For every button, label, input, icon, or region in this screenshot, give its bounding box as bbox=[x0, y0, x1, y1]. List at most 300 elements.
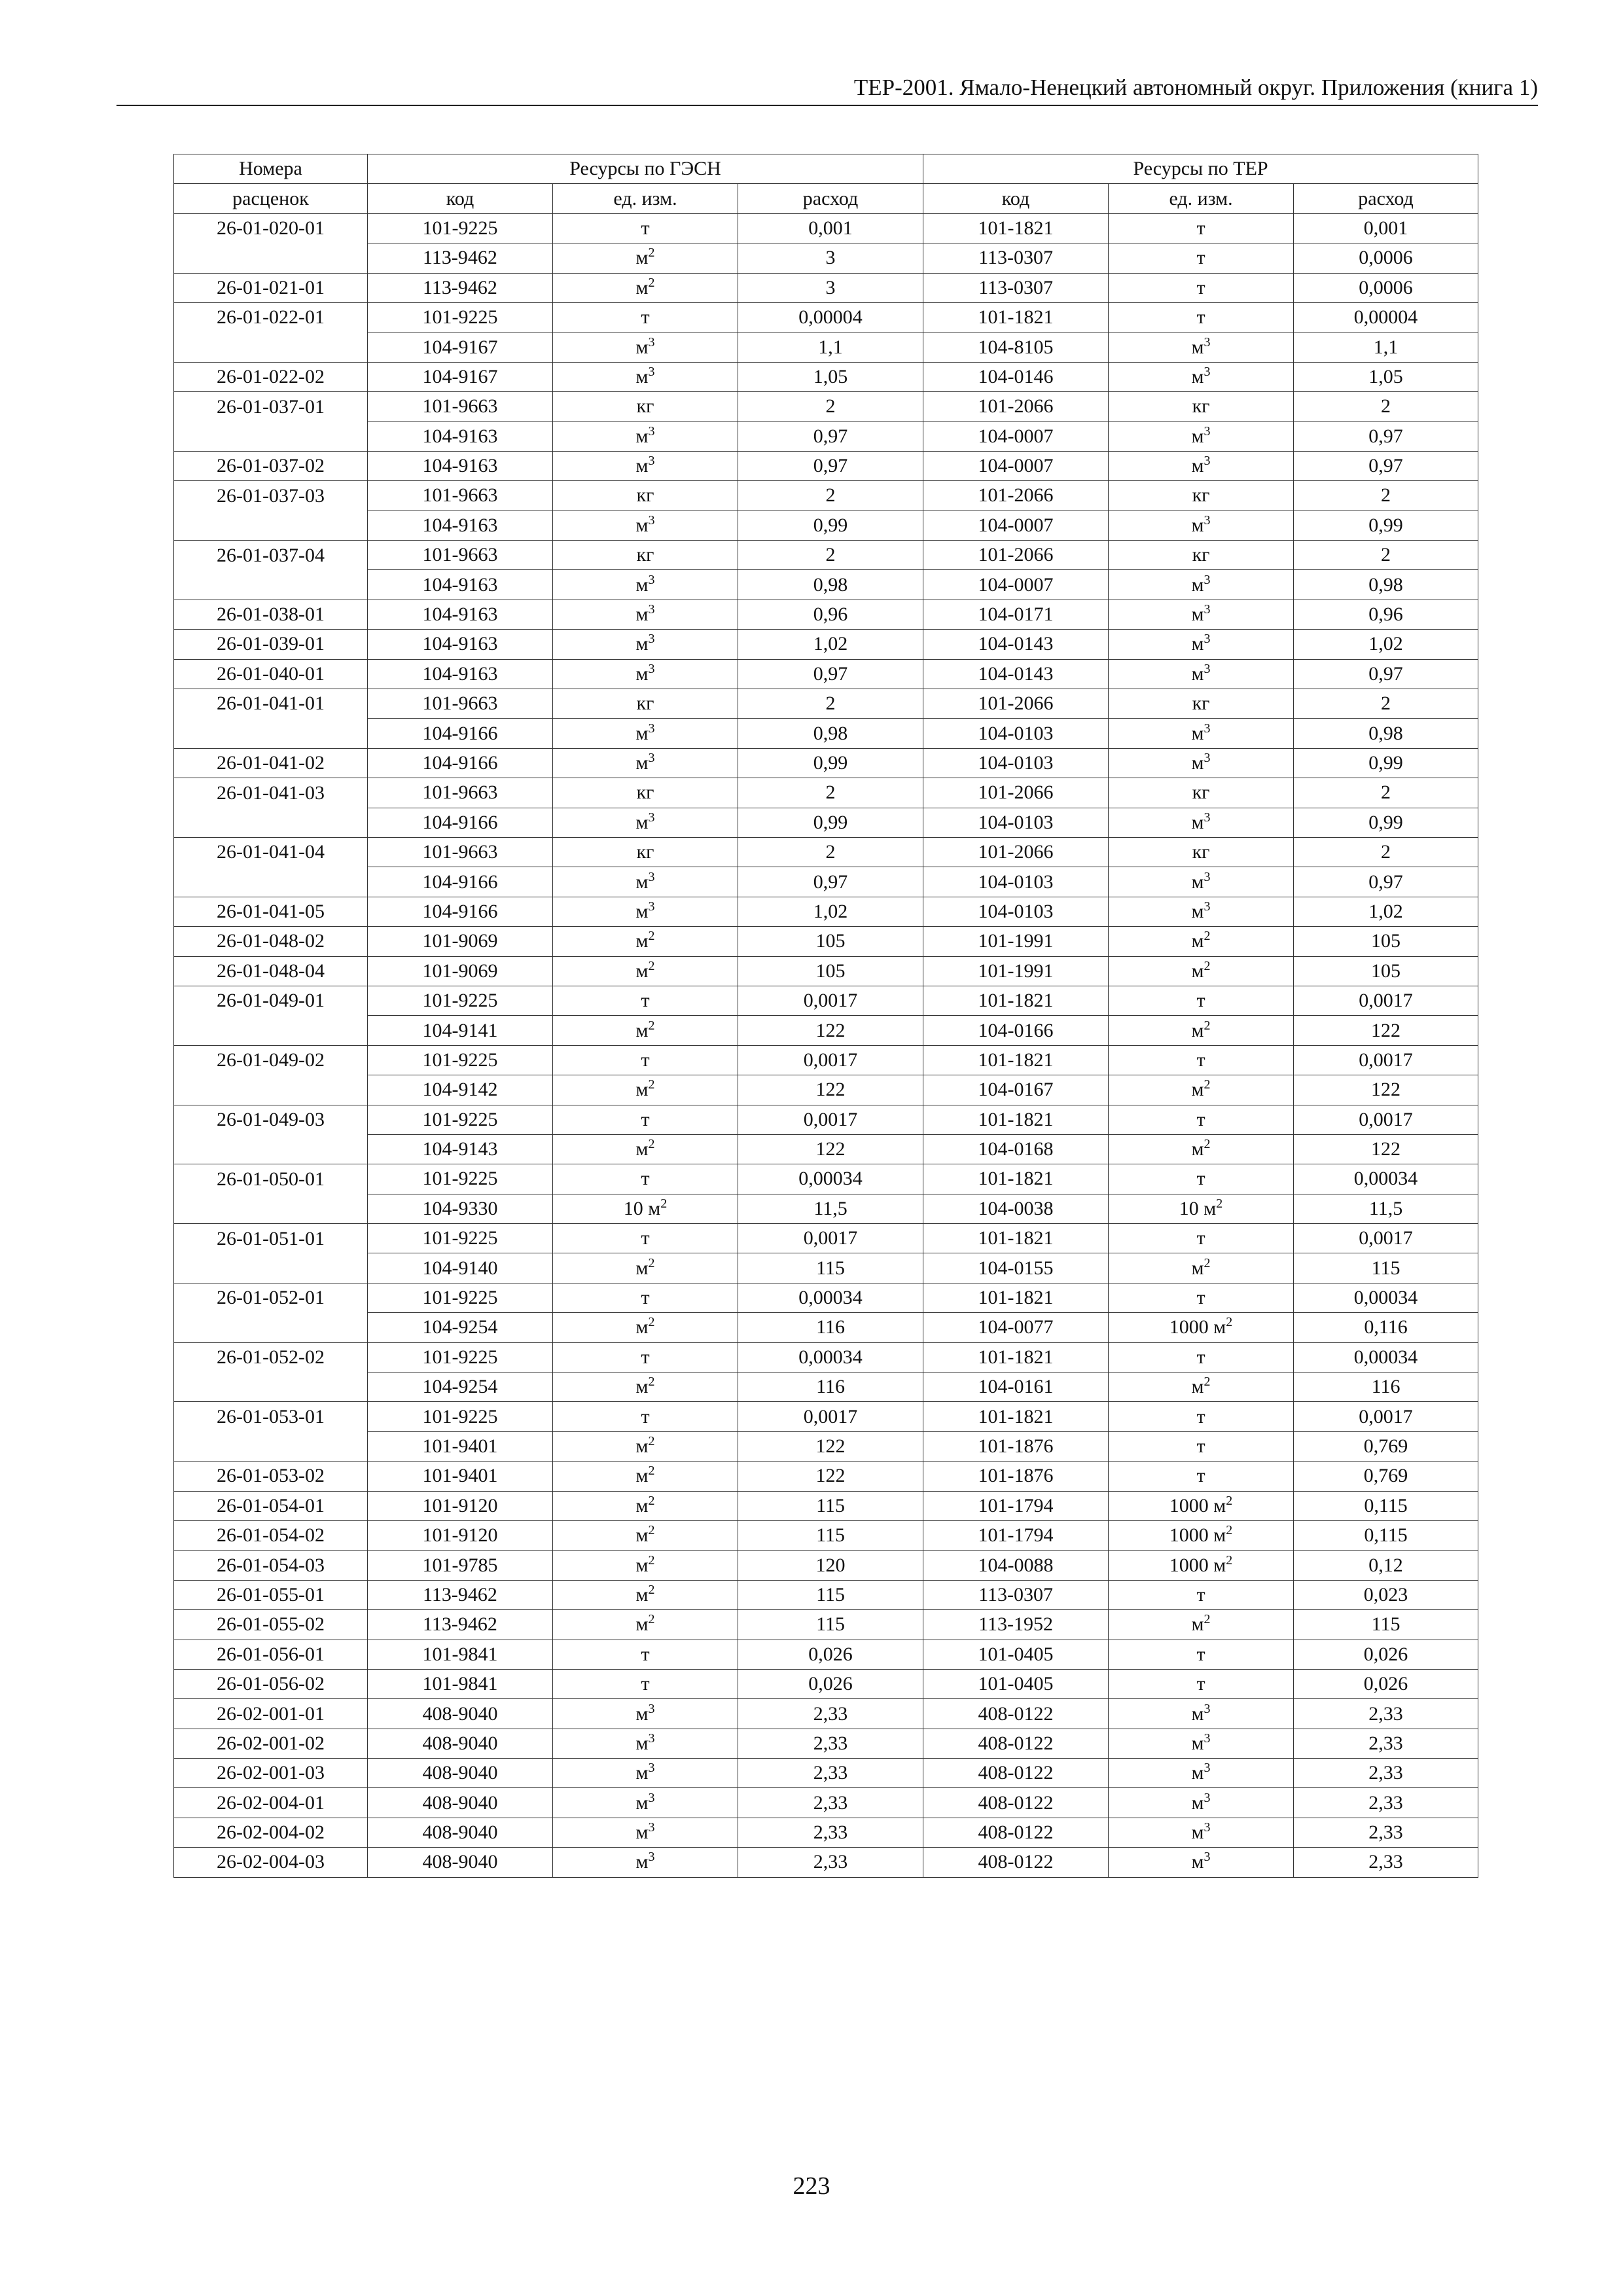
gesn-unit-cell: $м^2$ bbox=[553, 1551, 738, 1580]
ter-unit-cell: кг bbox=[1109, 481, 1294, 511]
gesn-code-header: код bbox=[368, 184, 553, 213]
rate-number-cell bbox=[174, 570, 368, 600]
ter-unit-cell: т bbox=[1109, 302, 1294, 332]
table-row bbox=[174, 1759, 1478, 1788]
gesn-code-cell: 101-9069 bbox=[368, 927, 553, 956]
table-row bbox=[174, 1283, 1478, 1312]
ter-qty-cell: 0,97 bbox=[1294, 659, 1478, 689]
rate-number-cell: 26-01-050-01 bbox=[174, 1164, 368, 1194]
ter-code-cell: 408-0122 bbox=[923, 1699, 1109, 1729]
ter-qty-header: расход bbox=[1294, 184, 1478, 213]
gesn-code-cell: 101-9225 bbox=[368, 1105, 553, 1134]
gesn-qty-cell: 2,33 bbox=[738, 1788, 923, 1818]
gesn-code-cell: 101-9225 bbox=[368, 1402, 553, 1431]
gesn-qty-cell: 0,97 bbox=[738, 867, 923, 897]
ter-qty-cell: 0,99 bbox=[1294, 511, 1478, 540]
ter-code-cell: 101-1794 bbox=[923, 1520, 1109, 1550]
gesn-unit-cell: $м^3$ bbox=[553, 808, 738, 837]
gesn-code-cell: 104-9163 bbox=[368, 570, 553, 600]
ter-unit-cell: $м^3$ bbox=[1109, 748, 1294, 778]
ter-qty-cell: 2 bbox=[1294, 778, 1478, 808]
rate-number-cell: 26-01-055-02 bbox=[174, 1610, 368, 1640]
gesn-qty-cell: 2,33 bbox=[738, 1699, 923, 1729]
rate-number-cell bbox=[174, 243, 368, 273]
running-header: ТЕР-2001. Ямало-Ненецкий автономный округ. Приложения (книга 1) bbox=[853, 75, 1538, 100]
rate-number-cell bbox=[174, 1431, 368, 1461]
gesn-unit-cell: т bbox=[553, 1402, 738, 1431]
table-row bbox=[174, 1729, 1478, 1758]
ter-qty-cell: 0,12 bbox=[1294, 1551, 1478, 1580]
ter-unit-cell: $м^3$ bbox=[1109, 867, 1294, 897]
ter-qty-cell: 1,1 bbox=[1294, 332, 1478, 362]
gesn-unit-cell: т bbox=[553, 1224, 738, 1253]
ter-unit-cell: т bbox=[1109, 273, 1294, 302]
ter-unit-cell: т bbox=[1109, 1105, 1294, 1134]
gesn-unit-cell: $м^2$ bbox=[553, 1253, 738, 1283]
ter-unit-cell: т bbox=[1109, 1402, 1294, 1431]
header-rule bbox=[116, 105, 1538, 106]
gesn-unit-cell: т bbox=[553, 1283, 738, 1312]
rate-number-cell: 26-01-054-03 bbox=[174, 1551, 368, 1580]
ter-unit-cell: $м^3$ bbox=[1109, 1788, 1294, 1818]
gesn-qty-cell: 1,02 bbox=[738, 630, 923, 659]
table-row bbox=[174, 1610, 1478, 1640]
gesn-unit-cell: кг bbox=[553, 778, 738, 808]
ter-unit-cell: т bbox=[1109, 243, 1294, 273]
ter-qty-cell: 122 bbox=[1294, 1075, 1478, 1105]
ter-code-cell: 101-1991 bbox=[923, 956, 1109, 986]
table-row bbox=[174, 481, 1478, 511]
gesn-qty-cell: 1,02 bbox=[738, 897, 923, 926]
ter-code-cell: 104-0161 bbox=[923, 1372, 1109, 1402]
rate-numbers-header-line2: расценок bbox=[174, 184, 368, 213]
rate-number-cell: 26-01-048-02 bbox=[174, 927, 368, 956]
gesn-unit-cell: т bbox=[553, 1640, 738, 1669]
gesn-qty-cell: 2,33 bbox=[738, 1848, 923, 1877]
gesn-unit-cell: $м^2$ bbox=[553, 1016, 738, 1045]
gesn-qty-cell: 0,026 bbox=[738, 1640, 923, 1669]
rate-number-cell: 26-02-004-03 bbox=[174, 1848, 368, 1877]
rate-number-cell: 26-01-041-04 bbox=[174, 837, 368, 867]
ter-qty-cell: 0,99 bbox=[1294, 748, 1478, 778]
gesn-unit-cell: кг bbox=[553, 392, 738, 422]
gesn-code-cell: 101-9225 bbox=[368, 1164, 553, 1194]
gesn-code-cell: 408-9040 bbox=[368, 1818, 553, 1847]
rate-number-cell: 26-01-022-02 bbox=[174, 362, 368, 391]
ter-qty-cell: 0,769 bbox=[1294, 1431, 1478, 1461]
gesn-unit-cell: т bbox=[553, 302, 738, 332]
gesn-code-cell: 101-9225 bbox=[368, 302, 553, 332]
resources-table bbox=[173, 154, 1478, 1878]
table-row bbox=[174, 511, 1478, 540]
rate-number-cell: 26-01-037-04 bbox=[174, 541, 368, 570]
ter-code-cell: 104-0171 bbox=[923, 600, 1109, 629]
ter-unit-header: ед. изм. bbox=[1109, 184, 1294, 213]
ter-code-cell: 408-0122 bbox=[923, 1729, 1109, 1758]
rate-number-cell: 26-01-056-02 bbox=[174, 1669, 368, 1698]
gesn-code-cell: 113-9462 bbox=[368, 243, 553, 273]
ter-unit-cell: т bbox=[1109, 1224, 1294, 1253]
rate-number-cell: 26-02-004-01 bbox=[174, 1788, 368, 1818]
ter-unit-cell: $м^3$ bbox=[1109, 511, 1294, 540]
ter-unit-cell: $м^3$ bbox=[1109, 808, 1294, 837]
gesn-qty-cell: 0,98 bbox=[738, 719, 923, 748]
gesn-qty-cell: 0,99 bbox=[738, 748, 923, 778]
ter-unit-cell: $м^3$ bbox=[1109, 1848, 1294, 1877]
gesn-unit-cell: т bbox=[553, 1105, 738, 1134]
gesn-unit-cell: $м^3$ bbox=[553, 1759, 738, 1788]
ter-unit-cell: т bbox=[1109, 1342, 1294, 1372]
ter-qty-cell: 122 bbox=[1294, 1134, 1478, 1164]
ter-unit-cell: $м^3$ bbox=[1109, 600, 1294, 629]
gesn-unit-cell: $м^3$ bbox=[553, 1788, 738, 1818]
gesn-unit-cell: $м^2$ bbox=[553, 273, 738, 302]
ter-unit-cell: $м^3$ bbox=[1109, 1759, 1294, 1788]
gesn-code-cell: 104-9166 bbox=[368, 897, 553, 926]
rate-number-cell bbox=[174, 808, 368, 837]
ter-unit-cell: $м^2$ bbox=[1109, 1075, 1294, 1105]
page-number: 223 bbox=[793, 2172, 830, 2200]
ter-qty-cell: 2 bbox=[1294, 392, 1478, 422]
gesn-qty-cell: 2,33 bbox=[738, 1759, 923, 1788]
gesn-code-cell: 101-9225 bbox=[368, 1045, 553, 1075]
gesn-code-cell: 101-9401 bbox=[368, 1431, 553, 1461]
ter-qty-cell: 0,98 bbox=[1294, 719, 1478, 748]
gesn-unit-cell: $м^2$ bbox=[553, 1313, 738, 1342]
ter-code-cell: 101-1794 bbox=[923, 1491, 1109, 1520]
ter-unit-cell: 1000 $м^2$ bbox=[1109, 1520, 1294, 1550]
gesn-qty-cell: 0,001 bbox=[738, 213, 923, 243]
ter-code-cell: 104-0103 bbox=[923, 808, 1109, 837]
gesn-unit-cell: $м^3$ bbox=[553, 600, 738, 629]
rate-number-cell bbox=[174, 1253, 368, 1283]
ter-unit-cell: т bbox=[1109, 1283, 1294, 1312]
gesn-code-cell: 101-9663 bbox=[368, 778, 553, 808]
ter-group-header: Ресурсы по ТЕР bbox=[923, 154, 1478, 184]
gesn-code-cell: 408-9040 bbox=[368, 1848, 553, 1877]
ter-code-cell: 101-1821 bbox=[923, 1342, 1109, 1372]
gesn-group-header: Ресурсы по ГЭСН bbox=[368, 154, 923, 184]
rate-number-cell: 26-02-001-03 bbox=[174, 1759, 368, 1788]
gesn-unit-cell: $м^3$ bbox=[553, 897, 738, 926]
rate-number-cell: 26-01-053-02 bbox=[174, 1462, 368, 1491]
ter-code-cell: 408-0122 bbox=[923, 1848, 1109, 1877]
gesn-qty-cell: 3 bbox=[738, 273, 923, 302]
gesn-qty-cell: 0,00004 bbox=[738, 302, 923, 332]
table-row bbox=[174, 1075, 1478, 1105]
gesn-code-cell: 104-9141 bbox=[368, 1016, 553, 1045]
rate-number-cell: 26-01-041-05 bbox=[174, 897, 368, 926]
gesn-qty-cell: 120 bbox=[738, 1551, 923, 1580]
ter-unit-cell: кг bbox=[1109, 541, 1294, 570]
gesn-qty-cell: 0,97 bbox=[738, 451, 923, 480]
ter-code-cell: 104-0007 bbox=[923, 451, 1109, 480]
rate-number-cell: 26-01-055-01 bbox=[174, 1580, 368, 1609]
gesn-code-cell: 101-9225 bbox=[368, 1224, 553, 1253]
table-row bbox=[174, 897, 1478, 926]
rate-number-cell bbox=[174, 511, 368, 540]
gesn-qty-cell: 116 bbox=[738, 1372, 923, 1402]
ter-qty-cell: 0,97 bbox=[1294, 422, 1478, 451]
gesn-qty-cell: 2 bbox=[738, 837, 923, 867]
ter-unit-cell: т bbox=[1109, 986, 1294, 1015]
gesn-unit-cell: $м^3$ bbox=[553, 867, 738, 897]
gesn-code-cell: 104-9166 bbox=[368, 748, 553, 778]
ter-qty-cell: 0,116 bbox=[1294, 1313, 1478, 1342]
ter-qty-cell: 0,0006 bbox=[1294, 273, 1478, 302]
table-row bbox=[174, 302, 1478, 332]
ter-qty-cell: 2,33 bbox=[1294, 1759, 1478, 1788]
ter-qty-cell: 0,0006 bbox=[1294, 243, 1478, 273]
ter-unit-cell: $м^2$ bbox=[1109, 1372, 1294, 1402]
gesn-unit-cell: т bbox=[553, 213, 738, 243]
ter-unit-cell: $м^2$ bbox=[1109, 1016, 1294, 1045]
ter-code-cell: 104-0077 bbox=[923, 1313, 1109, 1342]
ter-code-cell: 104-0103 bbox=[923, 719, 1109, 748]
ter-unit-cell: $м^3$ bbox=[1109, 719, 1294, 748]
gesn-unit-cell: $м^3$ bbox=[553, 630, 738, 659]
table-row bbox=[174, 451, 1478, 480]
ter-qty-cell: 0,00034 bbox=[1294, 1342, 1478, 1372]
ter-unit-cell: 1000 $м^2$ bbox=[1109, 1491, 1294, 1520]
gesn-unit-header: ед. изм. bbox=[553, 184, 738, 213]
gesn-qty-cell: 122 bbox=[738, 1431, 923, 1461]
ter-code-cell: 101-1821 bbox=[923, 1402, 1109, 1431]
header-row-1 bbox=[174, 154, 1478, 184]
table-row bbox=[174, 1253, 1478, 1283]
ter-qty-cell: 1,02 bbox=[1294, 630, 1478, 659]
ter-code-cell: 101-2066 bbox=[923, 392, 1109, 422]
ter-code-cell: 101-1876 bbox=[923, 1462, 1109, 1491]
ter-unit-cell: т bbox=[1109, 1045, 1294, 1075]
table-row bbox=[174, 867, 1478, 897]
table-row bbox=[174, 541, 1478, 570]
gesn-code-cell: 408-9040 bbox=[368, 1788, 553, 1818]
gesn-qty-cell: 115 bbox=[738, 1253, 923, 1283]
ter-code-cell: 113-0307 bbox=[923, 1580, 1109, 1609]
rate-number-cell: 26-02-004-02 bbox=[174, 1818, 368, 1847]
gesn-unit-cell: кг bbox=[553, 837, 738, 867]
gesn-code-cell: 101-9663 bbox=[368, 541, 553, 570]
ter-code-cell: 113-1952 bbox=[923, 1610, 1109, 1640]
ter-qty-cell: 0,115 bbox=[1294, 1491, 1478, 1520]
ter-code-cell: 104-0143 bbox=[923, 659, 1109, 689]
gesn-qty-cell: 2,33 bbox=[738, 1818, 923, 1847]
gesn-qty-cell: 0,0017 bbox=[738, 1105, 923, 1134]
gesn-code-cell: 101-9785 bbox=[368, 1551, 553, 1580]
ter-unit-cell: $м^3$ bbox=[1109, 422, 1294, 451]
gesn-qty-cell: 0,97 bbox=[738, 659, 923, 689]
gesn-code-cell: 104-9143 bbox=[368, 1134, 553, 1164]
rate-number-cell: 26-01-021-01 bbox=[174, 273, 368, 302]
gesn-qty-cell: 0,96 bbox=[738, 600, 923, 629]
ter-code-cell: 104-0143 bbox=[923, 630, 1109, 659]
gesn-unit-cell: $м^2$ bbox=[553, 1580, 738, 1609]
table-row bbox=[174, 659, 1478, 689]
gesn-qty-cell: 115 bbox=[738, 1580, 923, 1609]
table-row bbox=[174, 1224, 1478, 1253]
table-row bbox=[174, 837, 1478, 867]
rate-number-cell bbox=[174, 422, 368, 451]
table-row bbox=[174, 1016, 1478, 1045]
ter-unit-cell: $м^3$ bbox=[1109, 362, 1294, 391]
ter-code-cell: 104-0103 bbox=[923, 867, 1109, 897]
gesn-qty-cell: 115 bbox=[738, 1610, 923, 1640]
rate-number-cell: 26-01-020-01 bbox=[174, 213, 368, 243]
ter-unit-cell: т bbox=[1109, 1640, 1294, 1669]
rate-number-cell: 26-01-022-01 bbox=[174, 302, 368, 332]
gesn-qty-cell: 0,0017 bbox=[738, 1045, 923, 1075]
table-row bbox=[174, 273, 1478, 302]
gesn-code-cell: 101-9663 bbox=[368, 481, 553, 511]
gesn-code-cell: 101-9120 bbox=[368, 1491, 553, 1520]
gesn-unit-cell: т bbox=[553, 986, 738, 1015]
ter-code-cell: 101-1991 bbox=[923, 927, 1109, 956]
gesn-unit-cell: $м^2$ bbox=[553, 1372, 738, 1402]
gesn-unit-cell: $м^3$ bbox=[553, 748, 738, 778]
gesn-qty-header: расход bbox=[738, 184, 923, 213]
table-row bbox=[174, 243, 1478, 273]
ter-qty-cell: 0,96 bbox=[1294, 600, 1478, 629]
ter-unit-cell: $м^3$ bbox=[1109, 332, 1294, 362]
ter-qty-cell: 105 bbox=[1294, 956, 1478, 986]
ter-qty-cell: 122 bbox=[1294, 1016, 1478, 1045]
ter-code-cell: 104-0007 bbox=[923, 422, 1109, 451]
ter-unit-cell: $м^3$ bbox=[1109, 897, 1294, 926]
gesn-unit-cell: т bbox=[553, 1045, 738, 1075]
ter-qty-cell: 0,115 bbox=[1294, 1520, 1478, 1550]
ter-unit-cell: т bbox=[1109, 1462, 1294, 1491]
gesn-qty-cell: 105 bbox=[738, 927, 923, 956]
rate-number-cell: 26-01-040-01 bbox=[174, 659, 368, 689]
rate-number-cell: 26-02-001-01 bbox=[174, 1699, 368, 1729]
gesn-code-cell: 104-9167 bbox=[368, 362, 553, 391]
table-row bbox=[174, 1462, 1478, 1491]
gesn-code-cell: 101-9225 bbox=[368, 986, 553, 1015]
gesn-code-cell: 104-9166 bbox=[368, 719, 553, 748]
gesn-unit-cell: $м^2$ bbox=[553, 1491, 738, 1520]
gesn-code-cell: 408-9040 bbox=[368, 1699, 553, 1729]
gesn-unit-cell: $м^3$ bbox=[553, 362, 738, 391]
gesn-code-cell: 104-9163 bbox=[368, 659, 553, 689]
gesn-unit-cell: $м^2$ bbox=[553, 1075, 738, 1105]
gesn-code-cell: 113-9462 bbox=[368, 1610, 553, 1640]
ter-code-cell: 104-0166 bbox=[923, 1016, 1109, 1045]
gesn-code-cell: 104-9166 bbox=[368, 808, 553, 837]
table-row bbox=[174, 1431, 1478, 1461]
ter-unit-cell: 1000 $м^2$ bbox=[1109, 1551, 1294, 1580]
ter-qty-cell: 115 bbox=[1294, 1610, 1478, 1640]
ter-code-cell: 101-1876 bbox=[923, 1431, 1109, 1461]
ter-unit-cell: $м^3$ bbox=[1109, 630, 1294, 659]
ter-qty-cell: 0,0017 bbox=[1294, 1224, 1478, 1253]
ter-qty-cell: 0,00004 bbox=[1294, 302, 1478, 332]
ter-qty-cell: 2 bbox=[1294, 689, 1478, 719]
table-row bbox=[174, 1640, 1478, 1669]
gesn-qty-cell: 3 bbox=[738, 243, 923, 273]
ter-code-cell: 101-0405 bbox=[923, 1640, 1109, 1669]
table-row bbox=[174, 1520, 1478, 1550]
ter-code-cell: 101-0405 bbox=[923, 1669, 1109, 1698]
gesn-code-cell: 113-9462 bbox=[368, 273, 553, 302]
ter-code-cell: 113-0307 bbox=[923, 273, 1109, 302]
gesn-code-cell: 408-9040 bbox=[368, 1759, 553, 1788]
ter-code-cell: 104-0103 bbox=[923, 748, 1109, 778]
ter-code-cell: 101-1821 bbox=[923, 213, 1109, 243]
table-row bbox=[174, 1699, 1478, 1729]
table-row bbox=[174, 1372, 1478, 1402]
ter-code-cell: 101-1821 bbox=[923, 1224, 1109, 1253]
ter-unit-cell: 10 $м^2$ bbox=[1109, 1194, 1294, 1223]
gesn-code-cell: 101-9401 bbox=[368, 1462, 553, 1491]
rate-number-cell: 26-01-049-02 bbox=[174, 1045, 368, 1075]
gesn-code-cell: 104-9163 bbox=[368, 630, 553, 659]
gesn-code-cell: 101-9069 bbox=[368, 956, 553, 986]
gesn-qty-cell: 115 bbox=[738, 1520, 923, 1550]
ter-code-cell: 104-0103 bbox=[923, 897, 1109, 926]
ter-unit-cell: кг bbox=[1109, 837, 1294, 867]
gesn-unit-cell: $м^3$ bbox=[553, 1848, 738, 1877]
ter-unit-cell: т bbox=[1109, 1580, 1294, 1609]
ter-code-cell: 408-0122 bbox=[923, 1818, 1109, 1847]
ter-unit-cell: $м^3$ bbox=[1109, 1729, 1294, 1758]
ter-qty-cell: 2,33 bbox=[1294, 1699, 1478, 1729]
gesn-unit-cell: $м^2$ bbox=[553, 927, 738, 956]
ter-qty-cell: 2,33 bbox=[1294, 1848, 1478, 1877]
gesn-qty-cell: 2 bbox=[738, 481, 923, 511]
gesn-code-cell: 104-9167 bbox=[368, 332, 553, 362]
ter-qty-cell: 1,02 bbox=[1294, 897, 1478, 926]
ter-qty-cell: 115 bbox=[1294, 1253, 1478, 1283]
rate-number-cell: 26-01-054-02 bbox=[174, 1520, 368, 1550]
rate-number-cell: 26-01-038-01 bbox=[174, 600, 368, 629]
gesn-unit-cell: $м^3$ bbox=[553, 451, 738, 480]
ter-qty-cell: 0,0017 bbox=[1294, 986, 1478, 1015]
rate-number-cell bbox=[174, 1016, 368, 1045]
ter-qty-cell: 2,33 bbox=[1294, 1788, 1478, 1818]
gesn-unit-cell: кг bbox=[553, 541, 738, 570]
ter-code-cell: 104-0146 bbox=[923, 362, 1109, 391]
ter-qty-cell: 0,97 bbox=[1294, 867, 1478, 897]
gesn-qty-cell: 0,0017 bbox=[738, 1402, 923, 1431]
ter-qty-cell: 2,33 bbox=[1294, 1818, 1478, 1847]
gesn-qty-cell: 2 bbox=[738, 541, 923, 570]
gesn-code-cell: 101-9225 bbox=[368, 213, 553, 243]
ter-unit-cell: т bbox=[1109, 1431, 1294, 1461]
table-row bbox=[174, 213, 1478, 243]
gesn-qty-cell: 0,98 bbox=[738, 570, 923, 600]
ter-unit-cell: $м^2$ bbox=[1109, 927, 1294, 956]
gesn-qty-cell: 122 bbox=[738, 1134, 923, 1164]
gesn-code-cell: 104-9163 bbox=[368, 451, 553, 480]
gesn-qty-cell: 0,0017 bbox=[738, 986, 923, 1015]
gesn-code-cell: 101-9841 bbox=[368, 1669, 553, 1698]
ter-unit-cell: т bbox=[1109, 1164, 1294, 1194]
rate-number-cell bbox=[174, 867, 368, 897]
table-row bbox=[174, 1194, 1478, 1223]
table-row bbox=[174, 422, 1478, 451]
ter-code-cell: 101-2066 bbox=[923, 541, 1109, 570]
ter-unit-cell: $м^2$ bbox=[1109, 1134, 1294, 1164]
ter-qty-cell: 0,97 bbox=[1294, 451, 1478, 480]
gesn-qty-cell: 0,0017 bbox=[738, 1224, 923, 1253]
gesn-qty-cell: 122 bbox=[738, 1462, 923, 1491]
table-row bbox=[174, 748, 1478, 778]
table-row bbox=[174, 1551, 1478, 1580]
gesn-qty-cell: 1,1 bbox=[738, 332, 923, 362]
ter-unit-cell: $м^2$ bbox=[1109, 1610, 1294, 1640]
table-row bbox=[174, 392, 1478, 422]
